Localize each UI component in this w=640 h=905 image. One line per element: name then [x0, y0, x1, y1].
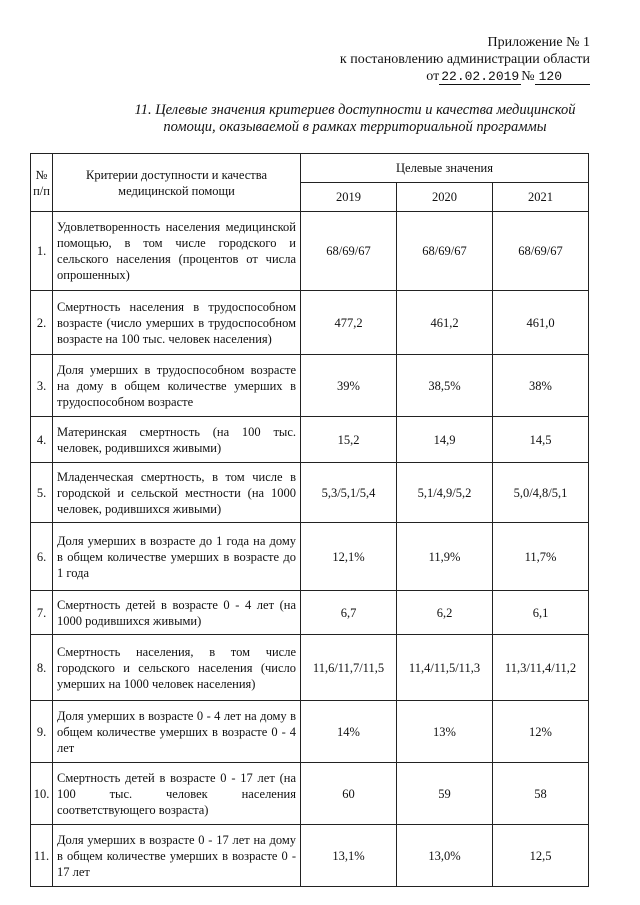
target-value-2020: 461,2	[397, 291, 493, 355]
row-number: 7.	[31, 591, 53, 635]
criterion-text: Доля умерших в возрасте до 1 года на дому в общем количестве умерших в возрасте до 1 года	[53, 523, 301, 591]
criterion-text: Удовлетворенность населения медицинской помощью, в том числе городского и сельского населения (процентов от числа опрошенных)	[53, 212, 301, 291]
criterion-text: Доля умерших в возрасте 0 - 4 лет на дому в общем количестве умерших в возрасте 0 - 4 лет	[53, 701, 301, 763]
table-row	[31, 763, 589, 825]
criterion-text: Доля умерших в трудоспособном возрасте на дому в общем количестве умерших в трудоспособном возрасте	[53, 355, 301, 417]
target-value-2021: 38%	[493, 355, 589, 417]
resolution-label: к постановлению администрации области	[339, 52, 590, 67]
row-number: 6.	[31, 523, 53, 591]
column-header-criteria: Критерии доступности и качества медицинской помощи	[53, 154, 301, 212]
row-number: 1.	[31, 212, 53, 291]
criterion-text: Материнская смертность (на 100 тыс. человек, родившихся живыми)	[53, 417, 301, 463]
column-header-targets: Целевые значения	[301, 154, 589, 183]
criterion-text: Младенческая смертность, в том числе в городской и сельской местности (на 1000 человек, родившихся живыми)	[53, 463, 301, 523]
target-value-2021: 12%	[493, 701, 589, 763]
target-value-2019: 12,1%	[301, 523, 397, 591]
target-value-2021: 12,5	[493, 825, 589, 887]
criterion-text: Смертность населения, в том числе городского и сельского населения (число умерших на 1000 человек населения)	[53, 635, 301, 701]
target-value-2021: 14,5	[493, 417, 589, 463]
target-value-2020: 5,1/4,9/5,2	[397, 463, 493, 523]
column-header-number: № п/п	[31, 154, 53, 212]
target-value-2020: 6,2	[397, 591, 493, 635]
appendix-label: Приложение № 1	[487, 35, 590, 50]
table-row	[31, 212, 589, 291]
target-value-2019: 39%	[301, 355, 397, 417]
table-row	[31, 463, 589, 523]
target-value-2019: 14%	[301, 701, 397, 763]
criterion-text: Доля умерших в возрасте 0 - 17 лет на дому в общем количестве умерших в возрасте 0 - 17 лет	[53, 825, 301, 887]
target-value-2020: 11,4/11,5/11,3	[397, 635, 493, 701]
table-row	[31, 523, 589, 591]
table-row	[31, 355, 589, 417]
table-row	[31, 291, 589, 355]
row-number: 9.	[31, 701, 53, 763]
target-value-2019: 15,2	[301, 417, 397, 463]
target-value-2021: 6,1	[493, 591, 589, 635]
table-row	[31, 417, 589, 463]
year-2019-header: 2019	[301, 183, 397, 212]
row-number: 3.	[31, 355, 53, 417]
target-value-2020: 11,9%	[397, 523, 493, 591]
target-value-2021: 68/69/67	[493, 212, 589, 291]
number-sign: №	[521, 69, 535, 84]
target-value-2021: 58	[493, 763, 589, 825]
table-header-row	[31, 154, 589, 183]
criteria-table	[30, 153, 589, 887]
criterion-text: Смертность детей в возрасте 0 - 4 лет (на 1000 родившихся живыми)	[53, 591, 301, 635]
year-2020-header: 2020	[397, 183, 493, 212]
date-prefix: от	[426, 69, 440, 84]
criterion-text: Смертность детей в возрасте 0 - 17 лет (на 100 тыс. человек населения соответствующего возраста)	[53, 763, 301, 825]
date-number-line	[340, 68, 590, 85]
target-value-2019: 5,3/5,1/5,4	[301, 463, 397, 523]
row-number: 10.	[31, 763, 53, 825]
table-row	[31, 825, 589, 887]
target-value-2019: 68/69/67	[301, 212, 397, 291]
section-title: 11. Целевые значения критериев доступности и качества медицинской помощи, оказываемой в рамках территориальной программы	[134, 102, 576, 135]
row-number: 2.	[31, 291, 53, 355]
table-row	[31, 591, 589, 635]
target-value-2019: 6,7	[301, 591, 397, 635]
row-number: 11.	[31, 825, 53, 887]
target-value-2020: 38,5%	[397, 355, 493, 417]
target-value-2019: 477,2	[301, 291, 397, 355]
document-header	[340, 34, 590, 85]
target-value-2019: 13,1%	[301, 825, 397, 887]
resolution-number: 120	[535, 69, 590, 85]
target-value-2020: 68/69/67	[397, 212, 493, 291]
target-value-2020: 14,9	[397, 417, 493, 463]
target-value-2021: 5,0/4,8/5,1	[493, 463, 589, 523]
resolution-date: 22.02.2019	[441, 69, 520, 84]
target-value-2021: 11,7%	[493, 523, 589, 591]
row-number: 4.	[31, 417, 53, 463]
table-row	[31, 635, 589, 701]
target-value-2020: 13%	[397, 701, 493, 763]
target-value-2020: 13,0%	[397, 825, 493, 887]
target-value-2021: 461,0	[493, 291, 589, 355]
table-row	[31, 701, 589, 763]
year-2021-header: 2021	[493, 183, 589, 212]
row-number: 8.	[31, 635, 53, 701]
criterion-text: Смертность населения в трудоспособном возрасте (число умерших в трудоспособном возрасте на 100 тыс. человек населения)	[53, 291, 301, 355]
row-number: 5.	[31, 463, 53, 523]
target-value-2019: 60	[301, 763, 397, 825]
target-value-2020: 59	[397, 763, 493, 825]
target-value-2019: 11,6/11,7/11,5	[301, 635, 397, 701]
target-value-2021: 11,3/11,4/11,2	[493, 635, 589, 701]
